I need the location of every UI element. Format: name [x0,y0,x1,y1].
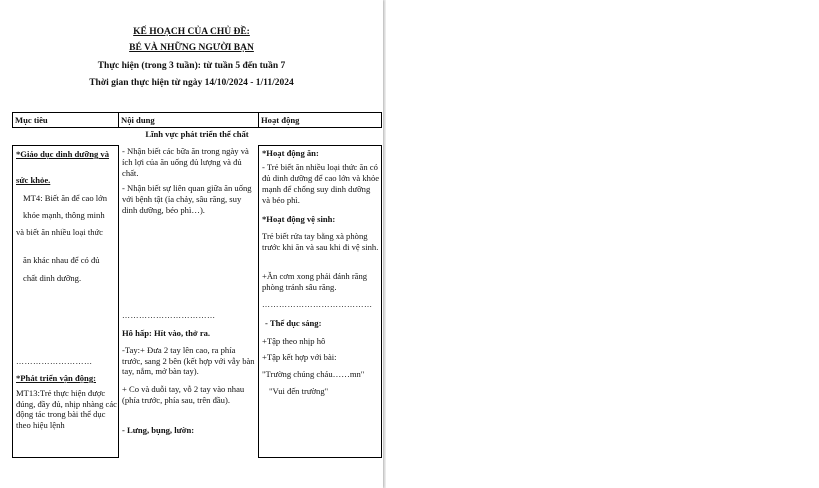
separator-dots: ……………………… [16,357,93,366]
activity-eating-heading: *Hoạt động ăn: [262,148,319,158]
topic-title: BÉ VÀ NHỮNG NGƯỜI BẠN [129,43,254,53]
mt13-text: MT13:Trẻ thực hiện được đúng, đầy đủ, nhịp nhàng các động tác trong bài thể dục theo hiệu lệnh [16,388,117,430]
mt4-line-4: ăn khác nhau để có đủ [23,255,100,265]
blank-page [386,0,819,488]
activity-morning-exercise-heading: - Thể dục sáng: [265,318,322,328]
activity-line-1: +Tập theo nhịp hô [262,336,326,346]
mt4-line-1: MT4: Biết ăn để cao lớn [23,193,108,203]
activity-line-2: +Tập kết hợp với bài: [262,352,337,362]
plan-title: KẾ HOẠCH CỦA CHỦ ĐỀ: [133,27,250,37]
col-header-muc-tieu: Mục tiêu [15,115,48,125]
col-header-cell-noi-dung [118,112,259,128]
mt4-line-2: khỏe mạnh, thông minh [23,210,105,220]
activity-teeth-text: +Ăn cơm xong phải đánh răng phòng tránh sâu răng. [262,271,368,292]
mt4-line-5: chất dinh dưỡng. [23,273,82,283]
duration-line: Thực hiện (trong 3 tuần): từ tuần 5 đến tuần 7 [97,61,286,71]
section-title: Lĩnh vực phát triển thể chất [145,129,249,139]
content-arms: -Tay:+ Đưa 2 tay lên cao, ra phía trước, sang 2 bên (kết hợp với vẫy bàn tay, nắm, mở bàn tay). [122,345,255,376]
activity-eating-text: - Trẻ biết ăn nhiều loại thức ăn có đủ dinh dưỡng để cao lớn và khỏe mạnh để chống suy dinh dưỡng và béo phì. [262,162,380,205]
document-page [0,0,383,488]
content-meals: - Nhận biết các bữa ăn trong ngày và ích lợi của ăn uống đủ lượng và đủ chất. [122,146,249,178]
mt4-line-3: và biết ăn nhiều loại thức [16,227,103,237]
col-header-noi-dung: Nội dung [121,115,155,125]
date-range-line: Thời gian thực hiện từ ngày 14/10/2024 - 1/11/2024 [89,78,294,88]
activity-hygiene-heading: *Hoạt động vệ sinh: [262,214,336,224]
activity-dots: ………………………………… [262,300,373,309]
muc-tieu-cell [12,145,119,458]
col-header-hoat-dong: Hoạt động [261,115,300,125]
activity-hygiene-text: Trẻ biết rửa tay bằng xà phòng trước khi ăn và sau khi đi vệ sinh. [262,231,379,252]
motor-heading: *Phát triển vận động: [16,373,96,383]
activity-line-3: "Trường chúng cháu……mn" [262,369,365,379]
content-dots: …………………………… [122,311,216,320]
noi-dung-cell [118,145,259,458]
content-diseases: - Nhận biết sự liên quan giữa ăn uống với bệnh tật (ỉa chảy, sâu răng, suy dinh dưỡng, béo phì…). [122,183,252,215]
activity-line-4: "Vui đến trường" [269,386,329,396]
nutrition-heading-cont: sức khỏe. [16,175,51,185]
nutrition-heading: *Giáo dục dinh dưỡng và [16,149,110,159]
hoat-dong-cell [258,145,382,458]
col-header-cell-muc-tieu [12,112,119,128]
content-breathing: Hô hấp: Hít vào, thở ra. [122,328,211,338]
col-header-cell-hoat-dong [258,112,382,128]
content-back: - Lưng, bụng, lườn: [122,425,195,435]
content-arms-2: + Co và duỗi tay, vỗ 2 tay vào nhau (phía trước, phía sau, trên đầu). [122,384,245,405]
